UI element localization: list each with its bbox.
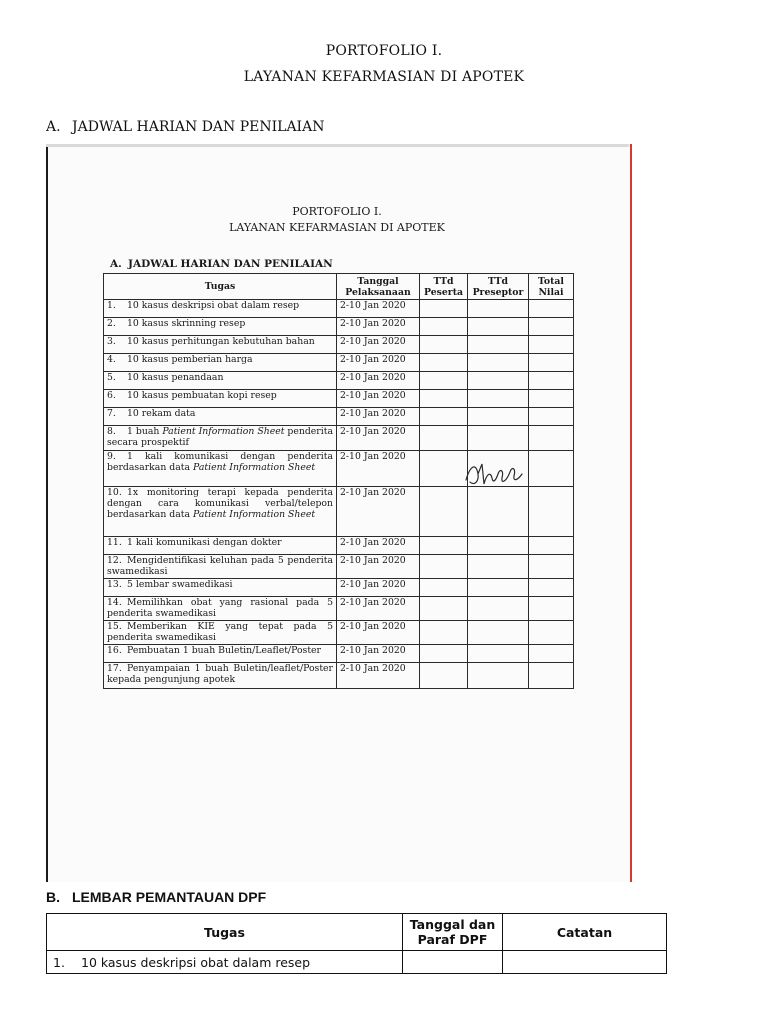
task-cell: 9. 1 kali komunikasi dengan penderita berdasarkan data Patient Information Sheet bbox=[104, 451, 337, 487]
handwritten-signature bbox=[460, 456, 532, 492]
table-row bbox=[104, 354, 574, 372]
empty-cell bbox=[529, 336, 574, 354]
empty-cell bbox=[420, 354, 468, 372]
empty-cell bbox=[420, 579, 468, 597]
date-cell: 2-10 Jan 2020 bbox=[337, 390, 420, 408]
date-cell: 2-10 Jan 2020 bbox=[337, 372, 420, 390]
date-cell: 2-10 Jan 2020 bbox=[337, 451, 420, 487]
col-ttd-preseptor: TTd Preseptor bbox=[468, 274, 529, 300]
table-row bbox=[104, 621, 574, 645]
empty-cell bbox=[529, 487, 574, 537]
empty-cell bbox=[420, 318, 468, 336]
task-cell: 15. Memberikan KIE yang tepat pada 5 penderita swamedikasi bbox=[104, 621, 337, 645]
task-cell: 12. Mengidentifikasi keluhan pada 5 penderita swamedikasi bbox=[104, 555, 337, 579]
empty-cell bbox=[420, 487, 468, 537]
empty-cell bbox=[420, 537, 468, 555]
col-ttd-peserta: TTd Peserta bbox=[420, 274, 468, 300]
date-cell: 2-10 Jan 2020 bbox=[337, 487, 420, 537]
empty-cell bbox=[468, 408, 529, 426]
col-tanggal: Tanggal Pelaksanaan bbox=[337, 274, 420, 300]
task-cell: 8. 1 buah Patient Information Sheet penderita secara prospektif bbox=[104, 426, 337, 451]
table-row bbox=[47, 951, 667, 974]
table-row bbox=[104, 372, 574, 390]
table-row bbox=[104, 645, 574, 663]
empty-cell bbox=[529, 390, 574, 408]
empty-cell bbox=[420, 621, 468, 645]
section-b-heading bbox=[46, 889, 266, 905]
empty-cell bbox=[420, 408, 468, 426]
empty-cell bbox=[420, 645, 468, 663]
col-tugas: Tugas bbox=[47, 914, 403, 951]
scan-section-title: JADWAL HARIAN DAN PENILAIAN bbox=[128, 258, 333, 270]
task-cell: 17. Penyampaian 1 buah Buletin/leaflet/Poster kepada pengunjung apotek bbox=[104, 663, 337, 689]
table-row bbox=[104, 318, 574, 336]
empty-cell bbox=[468, 372, 529, 390]
empty-cell bbox=[468, 597, 529, 621]
empty-cell bbox=[420, 597, 468, 621]
table-row bbox=[104, 487, 574, 537]
scan-section-heading bbox=[110, 258, 333, 270]
task-cell: 11. 1 kali komunikasi dengan dokter bbox=[104, 537, 337, 555]
task-cell: 7. 10 rekam data bbox=[104, 408, 337, 426]
empty-cell bbox=[420, 663, 468, 689]
empty-cell bbox=[468, 579, 529, 597]
task-cell: 3. 10 kasus perhitungan kebutuhan bahan bbox=[104, 336, 337, 354]
empty-cell bbox=[529, 318, 574, 336]
empty-cell bbox=[420, 336, 468, 354]
empty-cell bbox=[468, 354, 529, 372]
empty-cell bbox=[468, 336, 529, 354]
empty-cell bbox=[529, 597, 574, 621]
dpf-monitoring-table bbox=[46, 913, 667, 974]
empty-cell bbox=[529, 645, 574, 663]
date-cell: 2-10 Jan 2020 bbox=[337, 318, 420, 336]
empty-cell bbox=[468, 390, 529, 408]
date-cell: 2-10 Jan 2020 bbox=[337, 336, 420, 354]
empty-cell bbox=[420, 555, 468, 579]
empty-cell bbox=[468, 318, 529, 336]
task-cell: 10. 1x monitoring terapi kepada penderita dengan cara komunikasi verbal/telepon berdasarkan data Patient Information Sheet bbox=[104, 487, 337, 537]
section-a-letter: A. bbox=[46, 119, 61, 135]
empty-cell bbox=[468, 426, 529, 451]
col-tanggal-paraf: Tanggal dan Paraf DPF bbox=[403, 914, 503, 951]
empty-cell bbox=[529, 537, 574, 555]
task-cell: 6. 10 kasus pembuatan kopi resep bbox=[104, 390, 337, 408]
empty-cell bbox=[529, 300, 574, 318]
scan-edge bbox=[46, 144, 628, 147]
task-cell: 14. Memilihkan obat yang rasional pada 5 penderita swamedikasi bbox=[104, 597, 337, 621]
empty-cell bbox=[468, 621, 529, 645]
page-title: PORTOFOLIO I. bbox=[325, 43, 443, 59]
date-cell: 2-10 Jan 2020 bbox=[337, 579, 420, 597]
scan-title: PORTOFOLIO I. bbox=[292, 205, 382, 218]
date-cell: 2-10 Jan 2020 bbox=[337, 621, 420, 645]
empty-cell bbox=[468, 537, 529, 555]
section-a-heading bbox=[46, 119, 324, 135]
table-row bbox=[104, 408, 574, 426]
catatan-cell[interactable] bbox=[503, 951, 667, 974]
table-row bbox=[104, 336, 574, 354]
empty-cell bbox=[468, 555, 529, 579]
task-cell: 13. 5 lembar swamedikasi bbox=[104, 579, 337, 597]
date-cell: 2-10 Jan 2020 bbox=[337, 645, 420, 663]
date-cell: 2-10 Jan 2020 bbox=[337, 426, 420, 451]
table-row bbox=[104, 300, 574, 318]
table-row bbox=[104, 537, 574, 555]
date-cell: 2-10 Jan 2020 bbox=[337, 408, 420, 426]
table-row bbox=[104, 597, 574, 621]
paraf-cell[interactable] bbox=[403, 951, 503, 974]
empty-cell bbox=[529, 372, 574, 390]
empty-cell bbox=[420, 300, 468, 318]
table-row bbox=[104, 663, 574, 689]
table-row bbox=[104, 390, 574, 408]
date-cell: 2-10 Jan 2020 bbox=[337, 555, 420, 579]
empty-cell bbox=[468, 663, 529, 689]
date-cell: 2-10 Jan 2020 bbox=[337, 597, 420, 621]
date-cell: 2-10 Jan 2020 bbox=[337, 663, 420, 689]
date-cell: 2-10 Jan 2020 bbox=[337, 300, 420, 318]
empty-cell bbox=[420, 372, 468, 390]
empty-cell bbox=[529, 555, 574, 579]
empty-cell bbox=[420, 426, 468, 451]
empty-cell bbox=[529, 408, 574, 426]
empty-cell bbox=[468, 300, 529, 318]
empty-cell bbox=[468, 487, 529, 537]
empty-cell bbox=[529, 426, 574, 451]
section-b-title: LEMBAR PEMANTAUAN DPF bbox=[72, 889, 267, 905]
task-cell: 5. 10 kasus penandaan bbox=[104, 372, 337, 390]
table-row bbox=[104, 555, 574, 579]
empty-cell bbox=[529, 663, 574, 689]
col-catatan: Catatan bbox=[503, 914, 667, 951]
empty-cell bbox=[468, 645, 529, 663]
page-subtitle: LAYANAN KEFARMASIAN DI APOTEK bbox=[243, 69, 525, 85]
task-cell: 2. 10 kasus skrinning resep bbox=[104, 318, 337, 336]
col-total-nilai: Total Nilai bbox=[529, 274, 574, 300]
empty-cell bbox=[529, 451, 574, 487]
task-cell: 1. 10 kasus deskripsi obat dalam resep bbox=[104, 300, 337, 318]
empty-cell bbox=[529, 579, 574, 597]
empty-cell bbox=[529, 621, 574, 645]
date-cell: 2-10 Jan 2020 bbox=[337, 354, 420, 372]
col-tugas: Tugas bbox=[104, 274, 337, 300]
task-cell: 4. 10 kasus pemberian harga bbox=[104, 354, 337, 372]
scan-subtitle: LAYANAN KEFARMASIAN DI APOTEK bbox=[229, 221, 445, 234]
table-row bbox=[104, 426, 574, 451]
task-cell: 1. 10 kasus deskripsi obat dalam resep bbox=[47, 951, 403, 974]
empty-cell bbox=[420, 390, 468, 408]
scan-section-letter: A. bbox=[110, 258, 122, 270]
empty-cell bbox=[529, 354, 574, 372]
date-cell: 2-10 Jan 2020 bbox=[337, 537, 420, 555]
section-b-letter: B. bbox=[46, 889, 60, 905]
table-row bbox=[104, 579, 574, 597]
task-cell: 16. Pembuatan 1 buah Buletin/Leaflet/Poster bbox=[104, 645, 337, 663]
section-a-title: JADWAL HARIAN DAN PENILAIAN bbox=[72, 119, 325, 135]
